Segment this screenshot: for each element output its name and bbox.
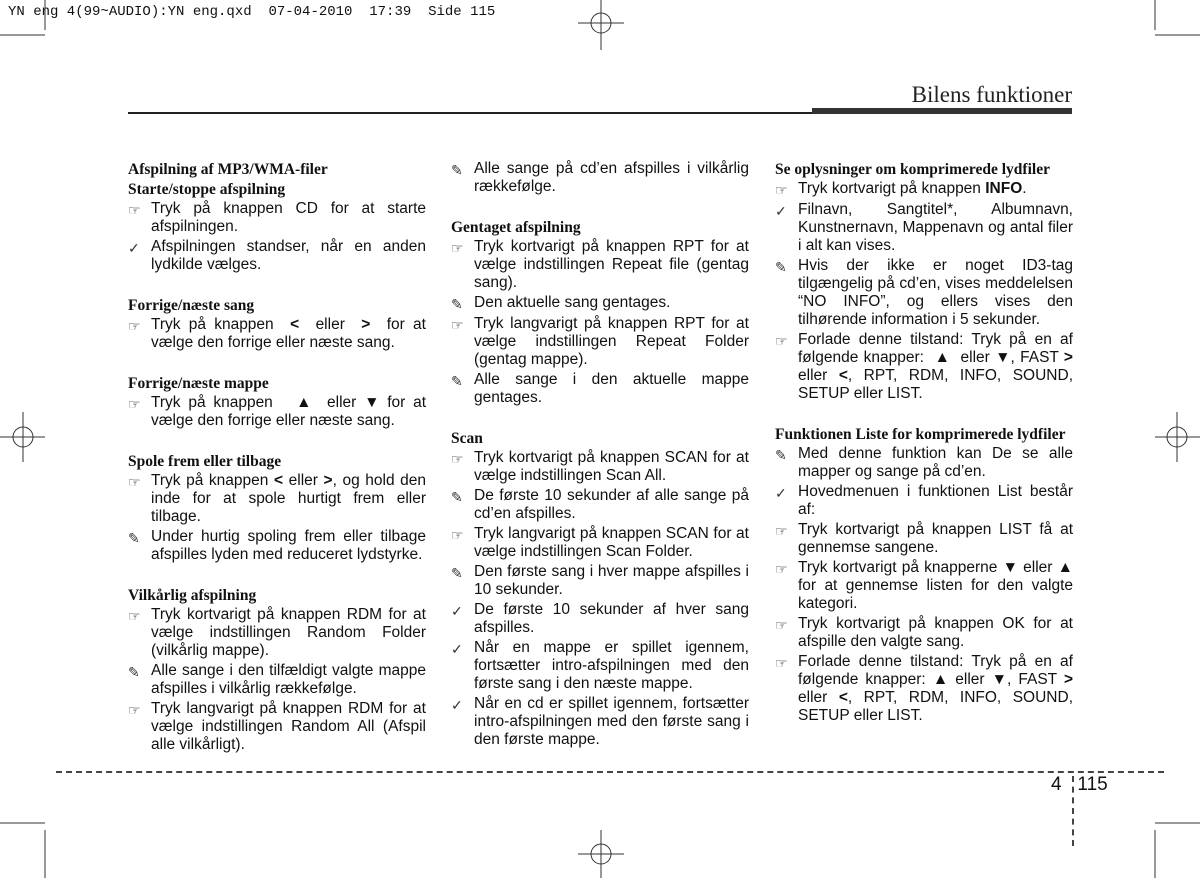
- list-item: ☞ Tryk kortvarigt på knappen OK for at afspille den valgte sang.: [775, 615, 1073, 650]
- check-icon: ✓: [451, 641, 463, 657]
- pointing-hand-icon: ☞: [128, 474, 141, 490]
- up-arrow-icon: ▲: [296, 394, 312, 411]
- list-item: ✎ Alle sange i den aktuelle mappe gentages.: [451, 371, 749, 406]
- list-item: ☞ Tryk kortvarigt på knappen INFO.: [775, 180, 1027, 198]
- heading: Funktionen Liste for komprimerede lydfiler: [775, 426, 1066, 443]
- down-arrow-icon: ▼: [364, 394, 380, 411]
- pointing-hand-icon: ☞: [128, 318, 141, 334]
- list-item: ☞ Tryk på knappen ▲ eller ▼ for at vælge den forrige eller næste sang.: [128, 394, 427, 429]
- pointing-hand-icon: ☞: [451, 451, 464, 467]
- right-arrow-icon: >: [323, 472, 333, 489]
- list-item: ✎ Under hurtig spoling frem eller tilbage afspilles lyden med reduceret lydstyrke.: [128, 528, 426, 563]
- pointing-hand-icon: ☞: [775, 523, 788, 539]
- list-item: ✎ Alle sange i den tilfældigt valgte mappe afspilles i vilkårlig rækkefølge.: [128, 662, 426, 697]
- print-slug: YN eng 4(99~AUDIO):YN eng.qxd 07-04-2010 17:39 Side 115: [8, 4, 496, 20]
- heading: Afspilning af MP3/WMA-filer: [128, 161, 328, 178]
- list-item: ✓ Filnavn, Sangtitel*, Albumnavn, Kunstnernavn, Mappenavn og antal filer i alt kan vises.: [775, 201, 1073, 254]
- footer-rule: [56, 771, 1164, 773]
- heading: Starte/stoppe afspilning: [128, 181, 286, 198]
- right-arrow-icon: >: [361, 316, 371, 333]
- right-arrow-icon: >: [1063, 349, 1073, 366]
- left-arrow-icon: <: [838, 689, 848, 706]
- list-item: ☞ Tryk kortvarigt på knapperne ▼ eller ▲ for at gennemse listen for den valgte kategori.: [775, 559, 1073, 612]
- pencil-icon: ✎: [775, 447, 787, 463]
- heading: Forrige/næste mappe: [128, 375, 269, 392]
- down-arrow-icon: ▼: [1002, 559, 1018, 576]
- list-item: ✓ Hovedmenuen i funktionen List består af:: [775, 483, 1073, 518]
- pointing-hand-icon: ☞: [775, 561, 788, 577]
- heading: Spole frem eller tilbage: [128, 453, 282, 470]
- up-arrow-icon: ▲: [934, 349, 950, 366]
- list-item: ☞ Tryk kortvarigt på knappen RPT for at vælge indstillingen Repeat file (gentag sang).: [451, 238, 749, 291]
- list-item: ✎ Hvis der ikke er noget ID3-tag tilgængelig på cd’en, vises meddelelsen “NO INFO”, og ellers vises den tilhørende information i 5 sekunder.: [775, 257, 1073, 328]
- page-divider: [1072, 776, 1074, 846]
- check-icon: ✓: [775, 203, 787, 219]
- list-item: ✎ Den første sang i hver mappe afspilles i 10 sekunder.: [451, 563, 749, 598]
- pencil-icon: ✎: [451, 489, 463, 505]
- list-item: ☞ Tryk på knappen CD for at starte afspilningen.: [128, 200, 426, 235]
- left-arrow-icon: <: [290, 316, 300, 333]
- pencil-icon: ✎: [128, 664, 140, 680]
- pencil-icon: ✎: [451, 296, 463, 312]
- list-item: ✎ De første 10 sekunder af alle sange på cd’en afspilles.: [451, 487, 749, 522]
- pointing-hand-icon: ☞: [775, 182, 788, 198]
- up-arrow-icon: ▲: [1057, 559, 1073, 576]
- list-item: ☞ Tryk langvarigt på knappen SCAN for at vælge indstillingen Scan Folder.: [451, 525, 749, 560]
- list-item: ☞ Forlade denne tilstand: Tryk på en af følgende knapper: ▲ eller ▼, FAST >eller <, RPT, RDM, INFO, SOUND, SETUP eller LIST.: [775, 331, 1074, 402]
- list-item: ✓ Når en mappe er spillet igennem, fortsætter intro-afspilningen med den første sang i den næste mappe.: [451, 639, 749, 692]
- list-item: ✓ Når en cd er spillet igennem, fortsætter intro-afspilningen med den første sang i den første mappe.: [451, 695, 749, 748]
- pencil-icon: ✎: [451, 373, 463, 389]
- down-arrow-icon: ▼: [991, 671, 1007, 688]
- list-item: ☞ Forlade denne tilstand: Tryk på en af følgende knapper: ▲ eller ▼, FAST >eller <, RPT, RDM, INFO, SOUND, SETUP eller LIST.: [775, 653, 1074, 724]
- pencil-icon: ✎: [451, 565, 463, 581]
- list-item: ✎ Alle sange på cd’en afspilles i vilkårlig rækkefølge.: [451, 160, 749, 195]
- column-1: [128, 160, 426, 756]
- pointing-hand-icon: ☞: [451, 240, 464, 256]
- list-item: ✓ Afspilningen standser, når en anden lydkilde vælges.: [128, 238, 426, 273]
- pencil-icon: ✎: [128, 530, 140, 546]
- pointing-hand-icon: ☞: [775, 655, 788, 671]
- page-number: [1051, 774, 1108, 796]
- pointing-hand-icon: ☞: [775, 617, 788, 633]
- check-icon: ✓: [451, 603, 463, 619]
- list-item: ☞ Tryk på knappen < eller > for at vælge den forrige eller næste sang.: [128, 316, 426, 351]
- list-item: ✎ Den aktuelle sang gentages.: [451, 294, 671, 312]
- right-arrow-icon: >: [1063, 671, 1074, 688]
- down-arrow-icon: ▼: [995, 349, 1011, 366]
- pointing-hand-icon: ☞: [128, 396, 141, 412]
- heading: Se oplysninger om komprimerede lydfiler: [775, 161, 1050, 178]
- section-title: Bilens funktioner: [911, 82, 1072, 107]
- list-item: ☞ Tryk på knappen < eller >, og hold den inde for at spole hurtigt frem eller tilbage.: [128, 472, 427, 525]
- pointing-hand-icon: ☞: [451, 527, 464, 543]
- left-arrow-icon: <: [274, 472, 284, 489]
- heading: Vilkårlig afspilning: [128, 587, 257, 604]
- column-3: [775, 160, 1073, 727]
- check-icon: ✓: [128, 240, 140, 256]
- list-item: ☞ Tryk kortvarigt på knappen SCAN for at vælge indstillingen Scan All.: [451, 449, 749, 484]
- up-arrow-icon: ▲: [932, 671, 949, 688]
- heading: Forrige/næste sang: [128, 297, 255, 314]
- heading: Scan: [451, 430, 483, 447]
- left-arrow-icon: <: [838, 367, 848, 384]
- list-item: ✎ Med denne funktion kan De se alle mapper og sange på cd’en.: [775, 445, 1073, 480]
- list-item: ☞ Tryk langvarigt på knappen RPT for at vælge indstillingen Repeat Folder (gentag mappe).: [451, 315, 749, 368]
- pointing-hand-icon: ☞: [128, 702, 141, 718]
- list-item: ☞ Tryk kortvarigt på knappen RDM for at vælge indstillingen Random Folder (vilkårlig mappe).: [128, 606, 426, 659]
- pointing-hand-icon: ☞: [128, 608, 141, 624]
- column-2: [451, 160, 749, 751]
- pointing-hand-icon: ☞: [128, 202, 141, 218]
- pointing-hand-icon: ☞: [451, 317, 464, 333]
- heading: Gentaget afspilning: [451, 219, 581, 236]
- pencil-icon: ✎: [775, 259, 787, 275]
- chapter-number: 4: [1051, 774, 1062, 795]
- pencil-icon: ✎: [451, 162, 463, 178]
- page-number-value: 115: [1077, 774, 1108, 795]
- list-item: ✓ De første 10 sekunder af hver sang afspilles.: [451, 601, 749, 636]
- list-item: ☞ Tryk kortvarigt på knappen LIST få at gennemse sangene.: [775, 521, 1073, 556]
- pointing-hand-icon: ☞: [775, 333, 788, 349]
- check-icon: ✓: [451, 697, 463, 713]
- list-item: ☞ Tryk langvarigt på knappen RDM for at vælge indstillingen Random All (Afspil alle vilkårligt).: [128, 700, 426, 753]
- check-icon: ✓: [775, 485, 787, 501]
